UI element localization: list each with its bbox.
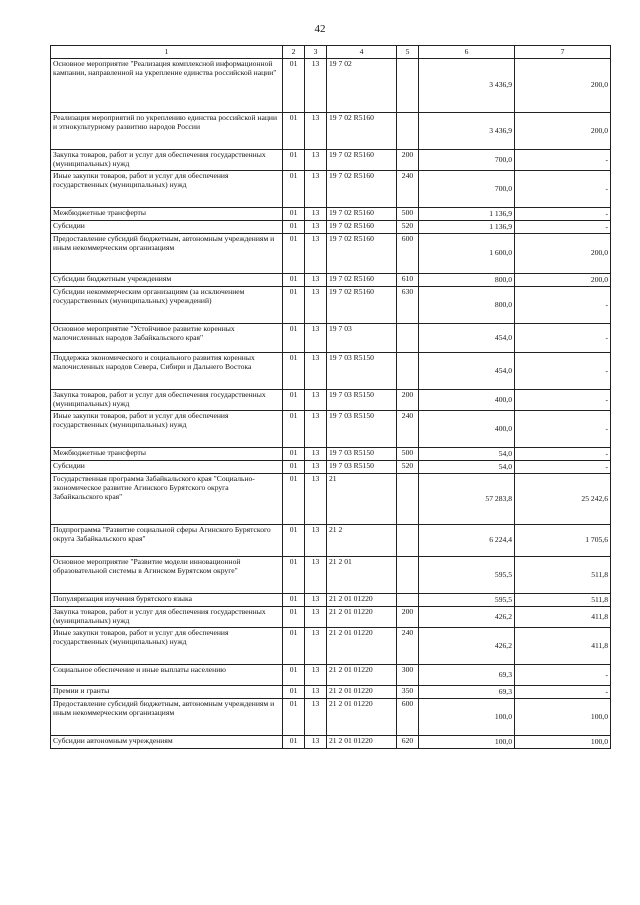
- row-col-3: 13: [305, 461, 327, 474]
- row-col-2: 01: [283, 353, 305, 390]
- row-target-code: 21 2 01 01220: [327, 686, 397, 699]
- row-col-2: 01: [283, 234, 305, 274]
- row-name: Основное мероприятие "Реализация комплексной информационной кампании, направленной на укрепление единства российской нации": [51, 59, 283, 113]
- row-name: Основное мероприятие "Устойчивое развитие коренных малочисленных народов Забайкальского края": [51, 324, 283, 353]
- table-row: [51, 474, 611, 525]
- row-amount-6: 54,0: [419, 461, 515, 474]
- row-target-code: 21 2 01 01220: [327, 628, 397, 665]
- row-target-code: 21 2 01 01220: [327, 699, 397, 736]
- row-col-3: 13: [305, 234, 327, 274]
- row-name: Популяризация изучения бурятского языка: [51, 594, 283, 607]
- row-amount-7: -: [515, 461, 611, 474]
- row-col-2: 01: [283, 686, 305, 699]
- row-expense-code: 620: [397, 736, 419, 749]
- row-col-3: 13: [305, 448, 327, 461]
- row-expense-code: [397, 324, 419, 353]
- row-expense-code: 500: [397, 448, 419, 461]
- row-col-2: 01: [283, 113, 305, 150]
- table-row: [51, 411, 611, 448]
- row-expense-code: 240: [397, 628, 419, 665]
- row-col-2: 01: [283, 474, 305, 525]
- row-amount-7: 411,8: [515, 607, 611, 628]
- table-row: [51, 353, 611, 390]
- row-target-code: 19 7 02 R5160: [327, 150, 397, 171]
- row-amount-7: 411,8: [515, 628, 611, 665]
- row-target-code: 21 2 01 01220: [327, 665, 397, 686]
- row-name: Субсидии некоммерческим организациям (за исключением государственных (муниципальных) учреждений): [51, 287, 283, 324]
- table-row: [51, 221, 611, 234]
- row-col-2: 01: [283, 208, 305, 221]
- row-amount-6: 1 600,0: [419, 234, 515, 274]
- row-expense-code: [397, 113, 419, 150]
- row-target-code: 19 7 03 R5150: [327, 353, 397, 390]
- row-expense-code: 520: [397, 461, 419, 474]
- row-amount-7: -: [515, 353, 611, 390]
- row-col-3: 13: [305, 274, 327, 287]
- row-amount-6: 1 136,9: [419, 221, 515, 234]
- header-col-2: 2: [283, 46, 305, 59]
- row-col-2: 01: [283, 736, 305, 749]
- row-col-3: 13: [305, 686, 327, 699]
- row-col-3: 13: [305, 59, 327, 113]
- row-col-3: 13: [305, 474, 327, 525]
- row-amount-7: -: [515, 686, 611, 699]
- row-amount-6: 800,0: [419, 274, 515, 287]
- row-target-code: 19 7 02 R5160: [327, 234, 397, 274]
- table-row: [51, 390, 611, 411]
- row-expense-code: [397, 557, 419, 594]
- row-amount-6: 800,0: [419, 287, 515, 324]
- row-name: Межбюджетные трансферты: [51, 208, 283, 221]
- row-amount-7: -: [515, 287, 611, 324]
- row-name: Поддержка экономического и социального развития коренных малочисленных народов Севера, Сибири и Дальнего Востока: [51, 353, 283, 390]
- row-name: Предоставление субсидий бюджетным, автономным учреждениям и иным некоммерческим организациям: [51, 234, 283, 274]
- row-target-code: 21 2: [327, 525, 397, 557]
- row-target-code: 21 2 01 01220: [327, 594, 397, 607]
- row-amount-6: 700,0: [419, 171, 515, 208]
- header-col-6: 6: [419, 46, 515, 59]
- row-expense-code: 240: [397, 411, 419, 448]
- row-name: Иные закупки товаров, работ и услуг для обеспечения государственных (муниципальных) нужд: [51, 628, 283, 665]
- row-target-code: 19 7 03 R5150: [327, 461, 397, 474]
- row-amount-7: 200,0: [515, 59, 611, 113]
- row-col-2: 01: [283, 665, 305, 686]
- row-expense-code: 500: [397, 208, 419, 221]
- row-col-3: 13: [305, 411, 327, 448]
- row-name: Закупка товаров, работ и услуг для обеспечения государственных (муниципальных) нужд: [51, 150, 283, 171]
- table-row: [51, 113, 611, 150]
- header-col-7: 7: [515, 46, 611, 59]
- row-target-code: 21 2 01 01220: [327, 736, 397, 749]
- row-amount-6: 454,0: [419, 353, 515, 390]
- row-col-3: 13: [305, 171, 327, 208]
- row-col-2: 01: [283, 287, 305, 324]
- row-amount-7: 1 705,6: [515, 525, 611, 557]
- row-col-3: 13: [305, 665, 327, 686]
- row-name: Субсидии: [51, 461, 283, 474]
- row-expense-code: 350: [397, 686, 419, 699]
- row-amount-6: 595,5: [419, 557, 515, 594]
- row-name: Государственная программа Забайкальского края "Социально-экономическое развитие Агинского Бурятского округа Забайкальского края": [51, 474, 283, 525]
- row-expense-code: 600: [397, 234, 419, 274]
- table-row: [51, 171, 611, 208]
- row-expense-code: [397, 59, 419, 113]
- row-expense-code: [397, 594, 419, 607]
- row-amount-6: 57 283,8: [419, 474, 515, 525]
- row-amount-7: -: [515, 665, 611, 686]
- row-col-2: 01: [283, 594, 305, 607]
- row-amount-7: -: [515, 208, 611, 221]
- row-name: Закупка товаров, работ и услуг для обеспечения государственных (муниципальных) нужд: [51, 607, 283, 628]
- row-name: Закупка товаров, работ и услуг для обеспечения государственных (муниципальных) нужд: [51, 390, 283, 411]
- row-target-code: 19 7 02 R5160: [327, 287, 397, 324]
- row-target-code: 19 7 02: [327, 59, 397, 113]
- table-row: [51, 461, 611, 474]
- row-amount-6: 700,0: [419, 150, 515, 171]
- row-col-3: 13: [305, 736, 327, 749]
- row-col-2: 01: [283, 411, 305, 448]
- row-expense-code: 300: [397, 665, 419, 686]
- table-row: [51, 736, 611, 749]
- table-row: [51, 150, 611, 171]
- row-amount-7: -: [515, 171, 611, 208]
- row-col-3: 13: [305, 525, 327, 557]
- row-col-3: 13: [305, 221, 327, 234]
- row-name: Межбюджетные трансферты: [51, 448, 283, 461]
- row-amount-6: 69,3: [419, 665, 515, 686]
- row-amount-6: 426,2: [419, 607, 515, 628]
- table-row: [51, 324, 611, 353]
- row-col-2: 01: [283, 699, 305, 736]
- row-amount-7: -: [515, 390, 611, 411]
- row-name: Иные закупки товаров, работ и услуг для обеспечения государственных (муниципальных) нужд: [51, 171, 283, 208]
- header-col-1: 1: [51, 46, 283, 59]
- row-expense-code: 240: [397, 171, 419, 208]
- row-target-code: 21: [327, 474, 397, 525]
- row-target-code: 19 7 02 R5160: [327, 171, 397, 208]
- row-target-code: 19 7 03 R5150: [327, 448, 397, 461]
- row-target-code: 21 2 01: [327, 557, 397, 594]
- row-amount-6: 1 136,9: [419, 208, 515, 221]
- row-col-2: 01: [283, 150, 305, 171]
- row-amount-6: 426,2: [419, 628, 515, 665]
- row-col-3: 13: [305, 324, 327, 353]
- row-col-2: 01: [283, 59, 305, 113]
- header-col-4: 4: [327, 46, 397, 59]
- row-name: Субсидии автономным учреждениям: [51, 736, 283, 749]
- row-name: Предоставление субсидий бюджетным, автономным учреждениям и иным некоммерческим организациям: [51, 699, 283, 736]
- table-row: [51, 234, 611, 274]
- table-row: [51, 59, 611, 113]
- table-row: [51, 287, 611, 324]
- row-amount-7: -: [515, 324, 611, 353]
- row-col-3: 13: [305, 150, 327, 171]
- row-name: Социальное обеспечение и иные выплаты населению: [51, 665, 283, 686]
- row-col-2: 01: [283, 628, 305, 665]
- row-target-code: 19 7 03 R5150: [327, 411, 397, 448]
- table-row: [51, 628, 611, 665]
- row-col-2: 01: [283, 390, 305, 411]
- header-col-5: 5: [397, 46, 419, 59]
- row-name: Основное мероприятие "Развитие модели инновационной образовательной системы в Агинском Бурятском округе": [51, 557, 283, 594]
- row-col-3: 13: [305, 557, 327, 594]
- table-row: [51, 699, 611, 736]
- row-col-2: 01: [283, 557, 305, 594]
- row-col-3: 13: [305, 113, 327, 150]
- row-amount-7: 100,0: [515, 736, 611, 749]
- row-col-2: 01: [283, 221, 305, 234]
- row-amount-7: -: [515, 448, 611, 461]
- table-row: [51, 448, 611, 461]
- row-amount-6: 100,0: [419, 736, 515, 749]
- row-amount-6: 6 224,4: [419, 525, 515, 557]
- table-row: [51, 208, 611, 221]
- row-col-3: 13: [305, 699, 327, 736]
- row-amount-7: 200,0: [515, 274, 611, 287]
- row-col-2: 01: [283, 448, 305, 461]
- row-target-code: 19 7 03: [327, 324, 397, 353]
- row-col-3: 13: [305, 607, 327, 628]
- row-target-code: 21 2 01 01220: [327, 607, 397, 628]
- row-amount-6: 69,3: [419, 686, 515, 699]
- row-expense-code: [397, 474, 419, 525]
- row-amount-7: -: [515, 150, 611, 171]
- row-name: Подпрограмма "Развитие социальной сферы Агинского Бурятского округа Забайкальского края": [51, 525, 283, 557]
- row-amount-7: 511,8: [515, 594, 611, 607]
- row-expense-code: [397, 525, 419, 557]
- row-col-3: 13: [305, 594, 327, 607]
- row-amount-7: -: [515, 411, 611, 448]
- row-amount-7: 200,0: [515, 113, 611, 150]
- row-amount-6: 100,0: [419, 699, 515, 736]
- row-expense-code: 520: [397, 221, 419, 234]
- row-amount-6: 595,5: [419, 594, 515, 607]
- row-expense-code: [397, 353, 419, 390]
- row-expense-code: 600: [397, 699, 419, 736]
- row-col-2: 01: [283, 274, 305, 287]
- table-row: [51, 557, 611, 594]
- row-amount-6: 3 436,9: [419, 59, 515, 113]
- row-col-2: 01: [283, 525, 305, 557]
- row-expense-code: 610: [397, 274, 419, 287]
- row-expense-code: 200: [397, 607, 419, 628]
- row-target-code: 19 7 02 R5160: [327, 113, 397, 150]
- row-col-2: 01: [283, 607, 305, 628]
- row-amount-7: 200,0: [515, 234, 611, 274]
- budget-table: [50, 45, 611, 749]
- row-col-2: 01: [283, 461, 305, 474]
- row-amount-7: -: [515, 221, 611, 234]
- row-amount-7: 511,8: [515, 557, 611, 594]
- table-row: [51, 686, 611, 699]
- row-col-2: 01: [283, 171, 305, 208]
- row-target-code: 19 7 03 R5150: [327, 390, 397, 411]
- row-name: Премии и гранты: [51, 686, 283, 699]
- header-row: [51, 46, 611, 59]
- row-target-code: 19 7 02 R5160: [327, 221, 397, 234]
- row-amount-6: 54,0: [419, 448, 515, 461]
- row-expense-code: 630: [397, 287, 419, 324]
- row-amount-7: 100,0: [515, 699, 611, 736]
- row-col-3: 13: [305, 287, 327, 324]
- row-amount-6: 3 436,9: [419, 113, 515, 150]
- row-name: Субсидии: [51, 221, 283, 234]
- row-target-code: 19 7 02 R5160: [327, 208, 397, 221]
- row-expense-code: 200: [397, 150, 419, 171]
- row-col-3: 13: [305, 628, 327, 665]
- row-col-3: 13: [305, 390, 327, 411]
- row-amount-6: 400,0: [419, 411, 515, 448]
- row-col-3: 13: [305, 353, 327, 390]
- row-amount-6: 400,0: [419, 390, 515, 411]
- table-row: [51, 594, 611, 607]
- row-expense-code: 200: [397, 390, 419, 411]
- row-amount-7: 25 242,6: [515, 474, 611, 525]
- table-row: [51, 607, 611, 628]
- row-name: Субсидии бюджетным учреждениям: [51, 274, 283, 287]
- row-col-2: 01: [283, 324, 305, 353]
- row-target-code: 19 7 02 R5160: [327, 274, 397, 287]
- table-row: [51, 274, 611, 287]
- row-amount-6: 454,0: [419, 324, 515, 353]
- row-name: Иные закупки товаров, работ и услуг для обеспечения государственных (муниципальных) нужд: [51, 411, 283, 448]
- row-col-3: 13: [305, 208, 327, 221]
- page-number: 42: [314, 23, 326, 35]
- table-row: [51, 665, 611, 686]
- header-col-3: 3: [305, 46, 327, 59]
- table-row: [51, 525, 611, 557]
- row-name: Реализация мероприятий по укреплению единства российской нации и этнокультурному развитию народов России: [51, 113, 283, 150]
